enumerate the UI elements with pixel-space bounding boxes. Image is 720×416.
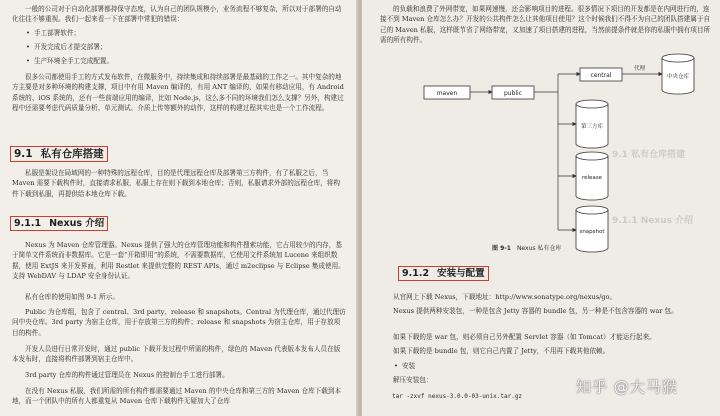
bullet-item: • 开发完成后才提交部署； [34,42,107,52]
paragraph: 从官网上下载 Nexus，下载地址：http://www.sonatype.org/nexus/go。 [393,293,617,301]
section-number: 9.1 [14,148,33,160]
subsection-title: Nexus 介绍 [49,218,105,229]
central-node-label: central [590,72,612,79]
subsection-number: 9.1.1 [14,218,42,229]
watermark: 知乎 @大马猴 [576,378,678,396]
bleed-through-text: 9.1.1 Nexus 介绍 [612,216,694,226]
paragraph: 开发人员进行日常开发时，通过 public 下载开发过程中所需的构件，绿色的 Maven 代表版本发布人员在版本发布时，直接将构件部署到宿主仓库中。 [12,345,341,364]
paragraph: 3rd party 仓库的构件通过管理员在 Nexus 的控制台手工进行部署。 [25,371,229,379]
paragraph: 的负载和浪费了外网带宽，如果网速慢，还会影响项目的进程。很多情况下项目的开发都是在内网进行的，连接不到 Maven 仓库怎么办？开发的公共构件怎么让其他项目使用？这个时候我们不得不为自己的团队搭建属于自己的 Maven 私服，这样既节省了网络带宽，又加速了项目搭建的进程，当然前提条件就是你的私服中拥有项目所需的所有构件。 [380,5,711,45]
paragraph: 如果下载的是 bundle 包，则它自己内置了 Jetty，不用再下载其他依赖。 [393,347,610,355]
release-label: release [581,175,603,181]
subsection-title: 安装与配置 [437,268,485,279]
section-heading [10,146,108,162]
subsection-number: 9.1.2 [402,268,430,279]
snapshot-label: snapshot [579,229,605,235]
paragraph: 私服是架设在局域网的一种特殊的远程仓库，目的是代理远程仓库及部署第三方构件，有了私服之后，当 Maven 需要下载构件时，直接请求私服，私服上存在则下载到本地仓库；否则，私服请求外部的远程仓库，将构件下载到私服，再提供给本地仓库下载。 [12,169,340,198]
bullet-item: • 生产环境全手工完成配置。 [34,56,113,66]
code-line: tar -zxvf nexus-3.0.0-03-unix.tar.gz [392,393,523,400]
paragraph: 在没有 Nexus 私服，我们所需的所有构件都需要通过 Maven 的中央仓库和第三方的 Maven 仓库下载到本地，而一个团队中的所有人都重复从 Maven 仓库下载构件无疑加大了仓库 [12,387,342,406]
subsection-heading [10,216,108,231]
paragraph: 解压安装包： [393,376,433,384]
paragraph: Public 为仓库组，包含了 central、3rd party、release 和 snapshots。Central 为代理仓库，通过代理访问中央仓库。3rd party 为宿主仓库，用于存放第三方的构件；release 和 snapshots 为宿主仓库，用于存放项目的构件。 [12,308,346,337]
release-cylinder [576,152,608,200]
intro-paragraph: 一般的公司对于自动化部署都持保守态度，认为自己的团队规模小，业务流程不够复杂，所以对于部署的自动化往往不够重视。我们一起来看一下在部署中常犯的错误： [12,5,342,24]
left-page [0,0,358,416]
proxy-edge-label: 代理 [634,66,646,72]
remote-repo-cylinder [662,54,694,94]
section-title: 私有仓库搭建 [40,148,104,160]
snapshot-cylinder [576,206,608,252]
paragraph: Nexus 为 Maven 仓库管理器。Nexus 提供了强大的仓库管理功能和构件搜索功能，它占用较少的内存，基于简单文件系统而非数据库。它是一套“开箱即用”的系统，不需要数据库，它使用文件系统加 Lucene 来组织数据，使用 ExtJS 来开发界面，利用 Restlet 来提供完整的 REST APIs，通过 m2eclipse 与 Eclipse 集成使用。支持 WebDAV 与 LDAP 安全身份认证。 [12,241,345,281]
paragraph: 私有仓库的使用如图 9-1 所示。 [25,293,119,301]
remote-repo-label: 中央仓库 [666,74,690,80]
third-party-cylinder [576,100,608,148]
right-page [362,0,720,416]
bullet-item: • 手工部署软件； [34,28,80,38]
maven-node-label: maven [436,90,458,97]
subsection-heading [398,266,489,281]
bleed-through-text: 9.1 私有仓库搭建 [612,150,686,160]
figure-caption-text: Nexus 私有仓库 [516,245,562,252]
third-party-label: 第三方库 [580,124,604,130]
paragraph: Nexus 提供两种安装包，一种是包含 Jetty 容器的 bundle 包，另一种是不包含容器的 war 包。 [393,307,678,315]
public-node-label: public [503,90,523,97]
bullet-item: • 安装 [402,361,415,371]
figure-caption [492,244,561,254]
paragraph: 很多公司都使用手工的方式发布软件，在微服务中，持续集成和持续部署是最基础的工作之一。其中复杂的地方主要是对多种环境的构建支撑，项目中有用 Maven 编译的，有用 ANT 编译的，如果有移动应用，有 Android 系统的、iOS 系统的，还有一些前端应用的编译，比如 Node.js，这么多不同的环境我们怎么支撑？另外，构建过程中还需要考虑代码质量分析、单元测试、介质上传等额外的动作，这样的构建过程其实也是一个工作流程。 [12,73,344,113]
paragraph: 如果下载的是 war 包，则必须自己另外配置 Servlet 容器（如 Tomcat）才能运行起来。 [393,333,656,341]
figure-number: 图 9-1 [492,245,511,252]
